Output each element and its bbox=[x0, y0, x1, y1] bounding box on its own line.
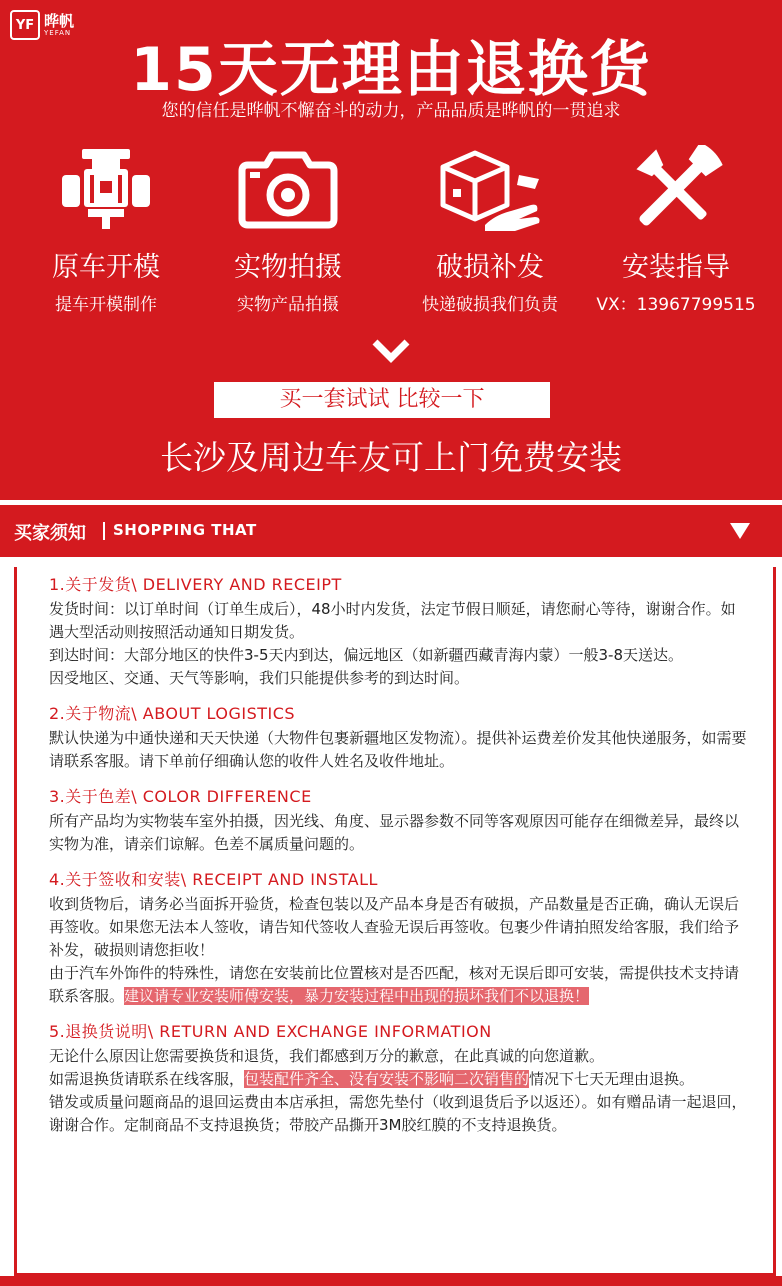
notice-text: 由于汽车外饰件的特殊性，请您在安装前比位置核对是否匹配，核对无误后即可安装，需提供技术支持请联系客服。 bbox=[49, 964, 740, 1005]
notice-paragraph: 因受地区、交通、天气等影响，我们只能提供参考的到达时间。 bbox=[49, 669, 470, 687]
feature-subtitle: VX：13967799515 bbox=[596, 295, 756, 315]
section-header bbox=[0, 505, 782, 557]
notice-paragraph bbox=[49, 962, 749, 1008]
notice-logistics bbox=[49, 702, 749, 773]
feature-subtitle: 提车开模制作 bbox=[55, 295, 157, 315]
notice-heading: 3.关于色差\ COLOR DIFFERENCE bbox=[49, 787, 312, 806]
bottom-border bbox=[0, 1276, 782, 1286]
notice-list bbox=[49, 573, 749, 1149]
notice-heading: 5.退换货说明\ RETURN AND EXCHANGE INFORMATION bbox=[49, 1022, 492, 1041]
notice-heading: 4.关于签收和安装\ RECEIPT AND INSTALL bbox=[49, 870, 378, 889]
camera-icon bbox=[238, 145, 338, 233]
brand-name: 晔帆 bbox=[44, 11, 75, 30]
notice-paragraph bbox=[49, 1068, 749, 1091]
feature-install-guide bbox=[578, 145, 774, 315]
feature-real-photo bbox=[190, 145, 386, 315]
notice-color-difference bbox=[49, 785, 749, 856]
notice-heading: 2.关于物流\ ABOUT LOGISTICS bbox=[49, 704, 296, 723]
triangle-down-icon bbox=[730, 523, 750, 539]
feature-title: 原车开模 bbox=[52, 252, 160, 283]
brand-name-en: YEFAN bbox=[44, 28, 72, 37]
feature-title: 破损补发 bbox=[436, 252, 544, 283]
notice-paragraph: 发货时间：以订单时间（订单生成后），48小时内发货，法定节假日顺延，请您耐心等待，谢谢合作。如遇大型活动则按照活动通知日期发货。 bbox=[49, 600, 736, 641]
chevron-down-icon bbox=[371, 336, 411, 366]
highlight-warning: 建议请专业安装师傅安装，暴力安装过程中出现的损坏我们不以退换！ bbox=[124, 987, 590, 1005]
feature-original-mold bbox=[8, 145, 204, 315]
notice-paragraph: 到达时间：大部分地区的快件3-5天内到达，偏远地区（如新疆西藏青海内蒙）一般3-8天送达。 bbox=[49, 646, 684, 664]
notice-text: 情况下七天无理由退换。 bbox=[529, 1070, 695, 1088]
drill-press-icon bbox=[56, 145, 156, 233]
notice-text: 如需退换货请联系在线客服， bbox=[49, 1070, 245, 1088]
feature-damage-resend bbox=[392, 145, 588, 315]
feature-subtitle: 快递破损我们负责 bbox=[422, 295, 558, 315]
notice-paragraph: 收到货物后，请务必当面拆开验货，检查包装以及产品本身是否有破损，产品数量是否正确，确认无误后再签收。如果您无法本人签收，请告知代签收人查验无误后再签收。包裹少件请拍照发给客服，我们给予补发，破损则请您拒收！ bbox=[49, 895, 740, 959]
notice-delivery bbox=[49, 573, 749, 690]
notice-receipt-install bbox=[49, 868, 749, 1008]
section-divider bbox=[103, 522, 105, 540]
notice-paragraph: 无论什么原因让您需要换货和退货，我们都感到万分的歉意，在此真诚的向您道歉。 bbox=[49, 1047, 605, 1065]
promo-banner bbox=[0, 0, 782, 500]
feature-subtitle: 实物产品拍摄 bbox=[237, 295, 339, 315]
highlight-condition: 包装配件齐全、没有安装不影响二次销售的 bbox=[244, 1070, 530, 1088]
section-title-en: SHOPPING THAT bbox=[113, 521, 257, 539]
notice-return-exchange bbox=[49, 1020, 749, 1137]
tools-icon bbox=[626, 145, 726, 233]
page-title: 15天无理由退换货 bbox=[130, 35, 652, 105]
package-hand-icon bbox=[435, 145, 545, 233]
trial-button[interactable]: 买一套试试 比较一下 bbox=[214, 382, 550, 418]
notice-paragraph: 默认快递为中通快递和天天快递（大物件包裹新疆地区发物流）。提供补运费差价发其他快递服务，如需要请联系客服。请下单前仔细确认您的收件人姓名及收件地址。 bbox=[49, 729, 747, 770]
feature-title: 安装指导 bbox=[622, 252, 730, 283]
notice-paragraph: 所有产品均为实物装车室外拍摄，因光线、角度、显示器参数不同等客观原因可能存在细微差异，最终以实物为准，请亲们谅解。色差不属质量问题的。 bbox=[49, 812, 740, 853]
brand-mark-icon: YF bbox=[10, 10, 40, 40]
notice-paragraph: 错发或质量问题商品的退回运费由本店承担，需您先垫付（收到退货后予以返还）。如有赠品请一起退回，谢谢合作。定制商品不支持退换货；带胶产品撕开3M胶红膜的不支持退换货。 bbox=[49, 1093, 747, 1134]
notice-heading: 1.关于发货\ DELIVERY AND RECEIPT bbox=[49, 575, 342, 594]
banner-subtitle: 您的信任是晔帆不懈奋斗的动力，产品品质是晔帆的一贯追求 bbox=[161, 101, 621, 121]
section-title: 买家须知 bbox=[14, 523, 86, 544]
feature-title: 实物拍摄 bbox=[234, 252, 342, 283]
free-install-note: 长沙及周边车友可上门免费安装 bbox=[160, 438, 622, 477]
